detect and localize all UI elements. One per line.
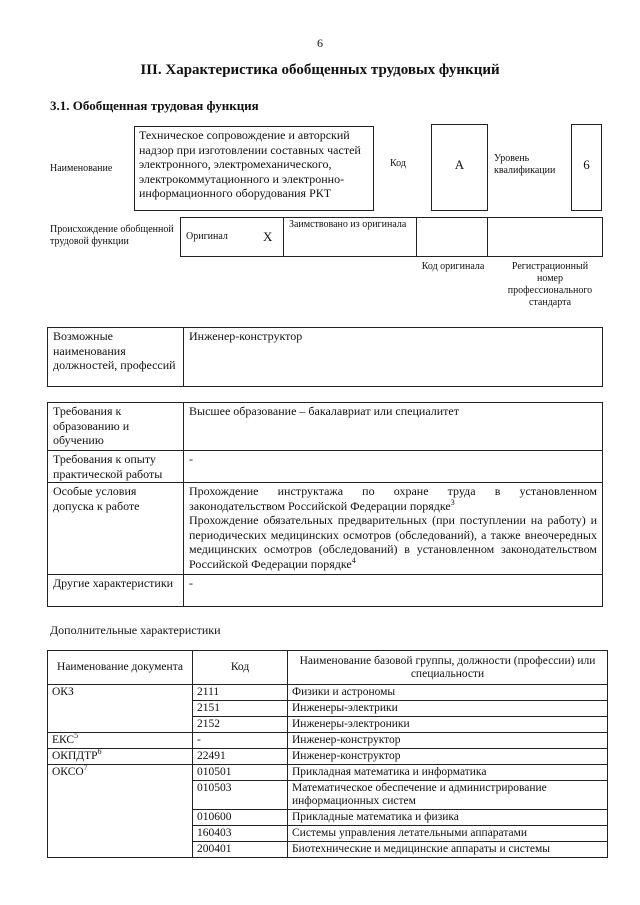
level-value: 6 [583, 157, 590, 172]
footnote-ref-7: 7 [83, 763, 88, 773]
other-label: Другие характеристики [48, 575, 184, 607]
positions-value: Инженер-конструктор [184, 328, 603, 387]
code-box [431, 124, 488, 211]
table-row [48, 685, 608, 701]
name-cell: Биотехнические и медицинские аппараты и системы [288, 842, 608, 858]
original-label: Оригинал [181, 218, 253, 257]
original-mark: Х [252, 218, 283, 257]
footnote-ref-5: 5 [74, 731, 79, 741]
code-label: Код [390, 158, 406, 169]
requirements-table [47, 402, 603, 607]
table-row [48, 765, 608, 781]
footnote-ref-3: 3 [450, 497, 455, 507]
doc-cell: ОКСО$^7$ [48, 765, 193, 858]
education-label: Требования к образованию и обучению [48, 403, 184, 451]
name-cell: Инженер-конструктор [288, 749, 608, 765]
name-cell: Прикладная математика и информатика [288, 765, 608, 781]
other-value: - [184, 575, 603, 607]
footnote-ref-4: 4 [351, 555, 356, 565]
code-cell: 160403 [193, 826, 288, 842]
table-row [48, 749, 608, 765]
origin-label: Происхождение обобщенной трудовой функции [50, 224, 174, 247]
code-cell: 010600 [193, 810, 288, 826]
col-doc-header: Наименование документа [48, 651, 193, 685]
code-cell: 2152 [193, 717, 288, 733]
name-cell: Инженеры-электроники [288, 717, 608, 733]
level-box [571, 124, 602, 211]
name-cell: Инженер-конструктор [288, 733, 608, 749]
name-cell: Математическое обеспечение и администрирование информационных систем [288, 781, 608, 810]
table-row [48, 733, 608, 749]
col-code-header: Код [193, 651, 288, 685]
borrowed-label: Заимствовано из оригинала [283, 218, 417, 257]
code-cell: 010501 [193, 765, 288, 781]
footnote-ref-6: 6 [97, 747, 102, 757]
code-value: А [454, 157, 465, 172]
positions-label: Возможные наименования должностей, профессий [48, 328, 184, 387]
function-name-text: Техническое сопровождение и авторский надзор при изготовлении составных частей электронного, электромеханического, электрокоммутационного и электронно-информационного оборудования РКТ [139, 128, 361, 200]
code-cell: 22491 [193, 749, 288, 765]
code-cell: 2151 [193, 701, 288, 717]
doc-cell: ОКЗ [48, 685, 193, 733]
conditions-p1: Прохождение инструктажа по охране труда в установленном законодательством Российской Федерации порядке [189, 484, 597, 513]
function-name-box [134, 126, 374, 211]
experience-label: Требования к опыту практической работы [48, 451, 184, 483]
name-label: Наименование [50, 163, 113, 174]
name-cell: Прикладные математика и физика [288, 810, 608, 826]
additional-heading: Дополнительные характеристики [50, 623, 221, 637]
section-title: III. Характеристика обобщенных трудовых функций [140, 62, 500, 78]
reg-number-caption: Регистрационный номер профессионального стандарта [507, 261, 593, 308]
level-label: Уровень квалификации [494, 153, 556, 176]
doc-cell: ОКПДТР$^6$ [48, 749, 193, 765]
code-cell: 200401 [193, 842, 288, 858]
orig-code-caption: Код оригинала [421, 261, 485, 272]
name-cell: Физики и астрономы [288, 685, 608, 701]
experience-value: - [184, 451, 603, 483]
col-name-header: Наименование базовой группы, должности (профессии) или специальности [288, 651, 608, 685]
page-number: 6 [317, 36, 323, 50]
positions-table [47, 327, 603, 387]
conditions-p2: Прохождение обязательных предварительных (при поступлении на работу) и периодических медицинских осмотров (обследований), а также внеочередных медицинских осмотров (обследований) в установленном законодательством Российской Федерации порядке [189, 513, 597, 571]
origin-table [180, 217, 603, 257]
conditions-value [184, 483, 603, 575]
doc-cell: ЕКС$^5$ [48, 733, 193, 749]
conditions-label: Особые условия допуска к работе [48, 483, 184, 575]
code-cell: 010503 [193, 781, 288, 810]
orig-code-cell [417, 218, 487, 257]
name-cell: Инженеры-электрики [288, 701, 608, 717]
code-cell: - [193, 733, 288, 749]
subsection-title: 3.1. Обобщенная трудовая функция [50, 98, 259, 113]
code-cell: 2111 [193, 685, 288, 701]
additional-table [47, 650, 608, 858]
reg-number-cell [487, 218, 602, 257]
education-value: Высшее образование – бакалавриат или специалитет [184, 403, 603, 451]
name-cell: Системы управления летательными аппаратами [288, 826, 608, 842]
